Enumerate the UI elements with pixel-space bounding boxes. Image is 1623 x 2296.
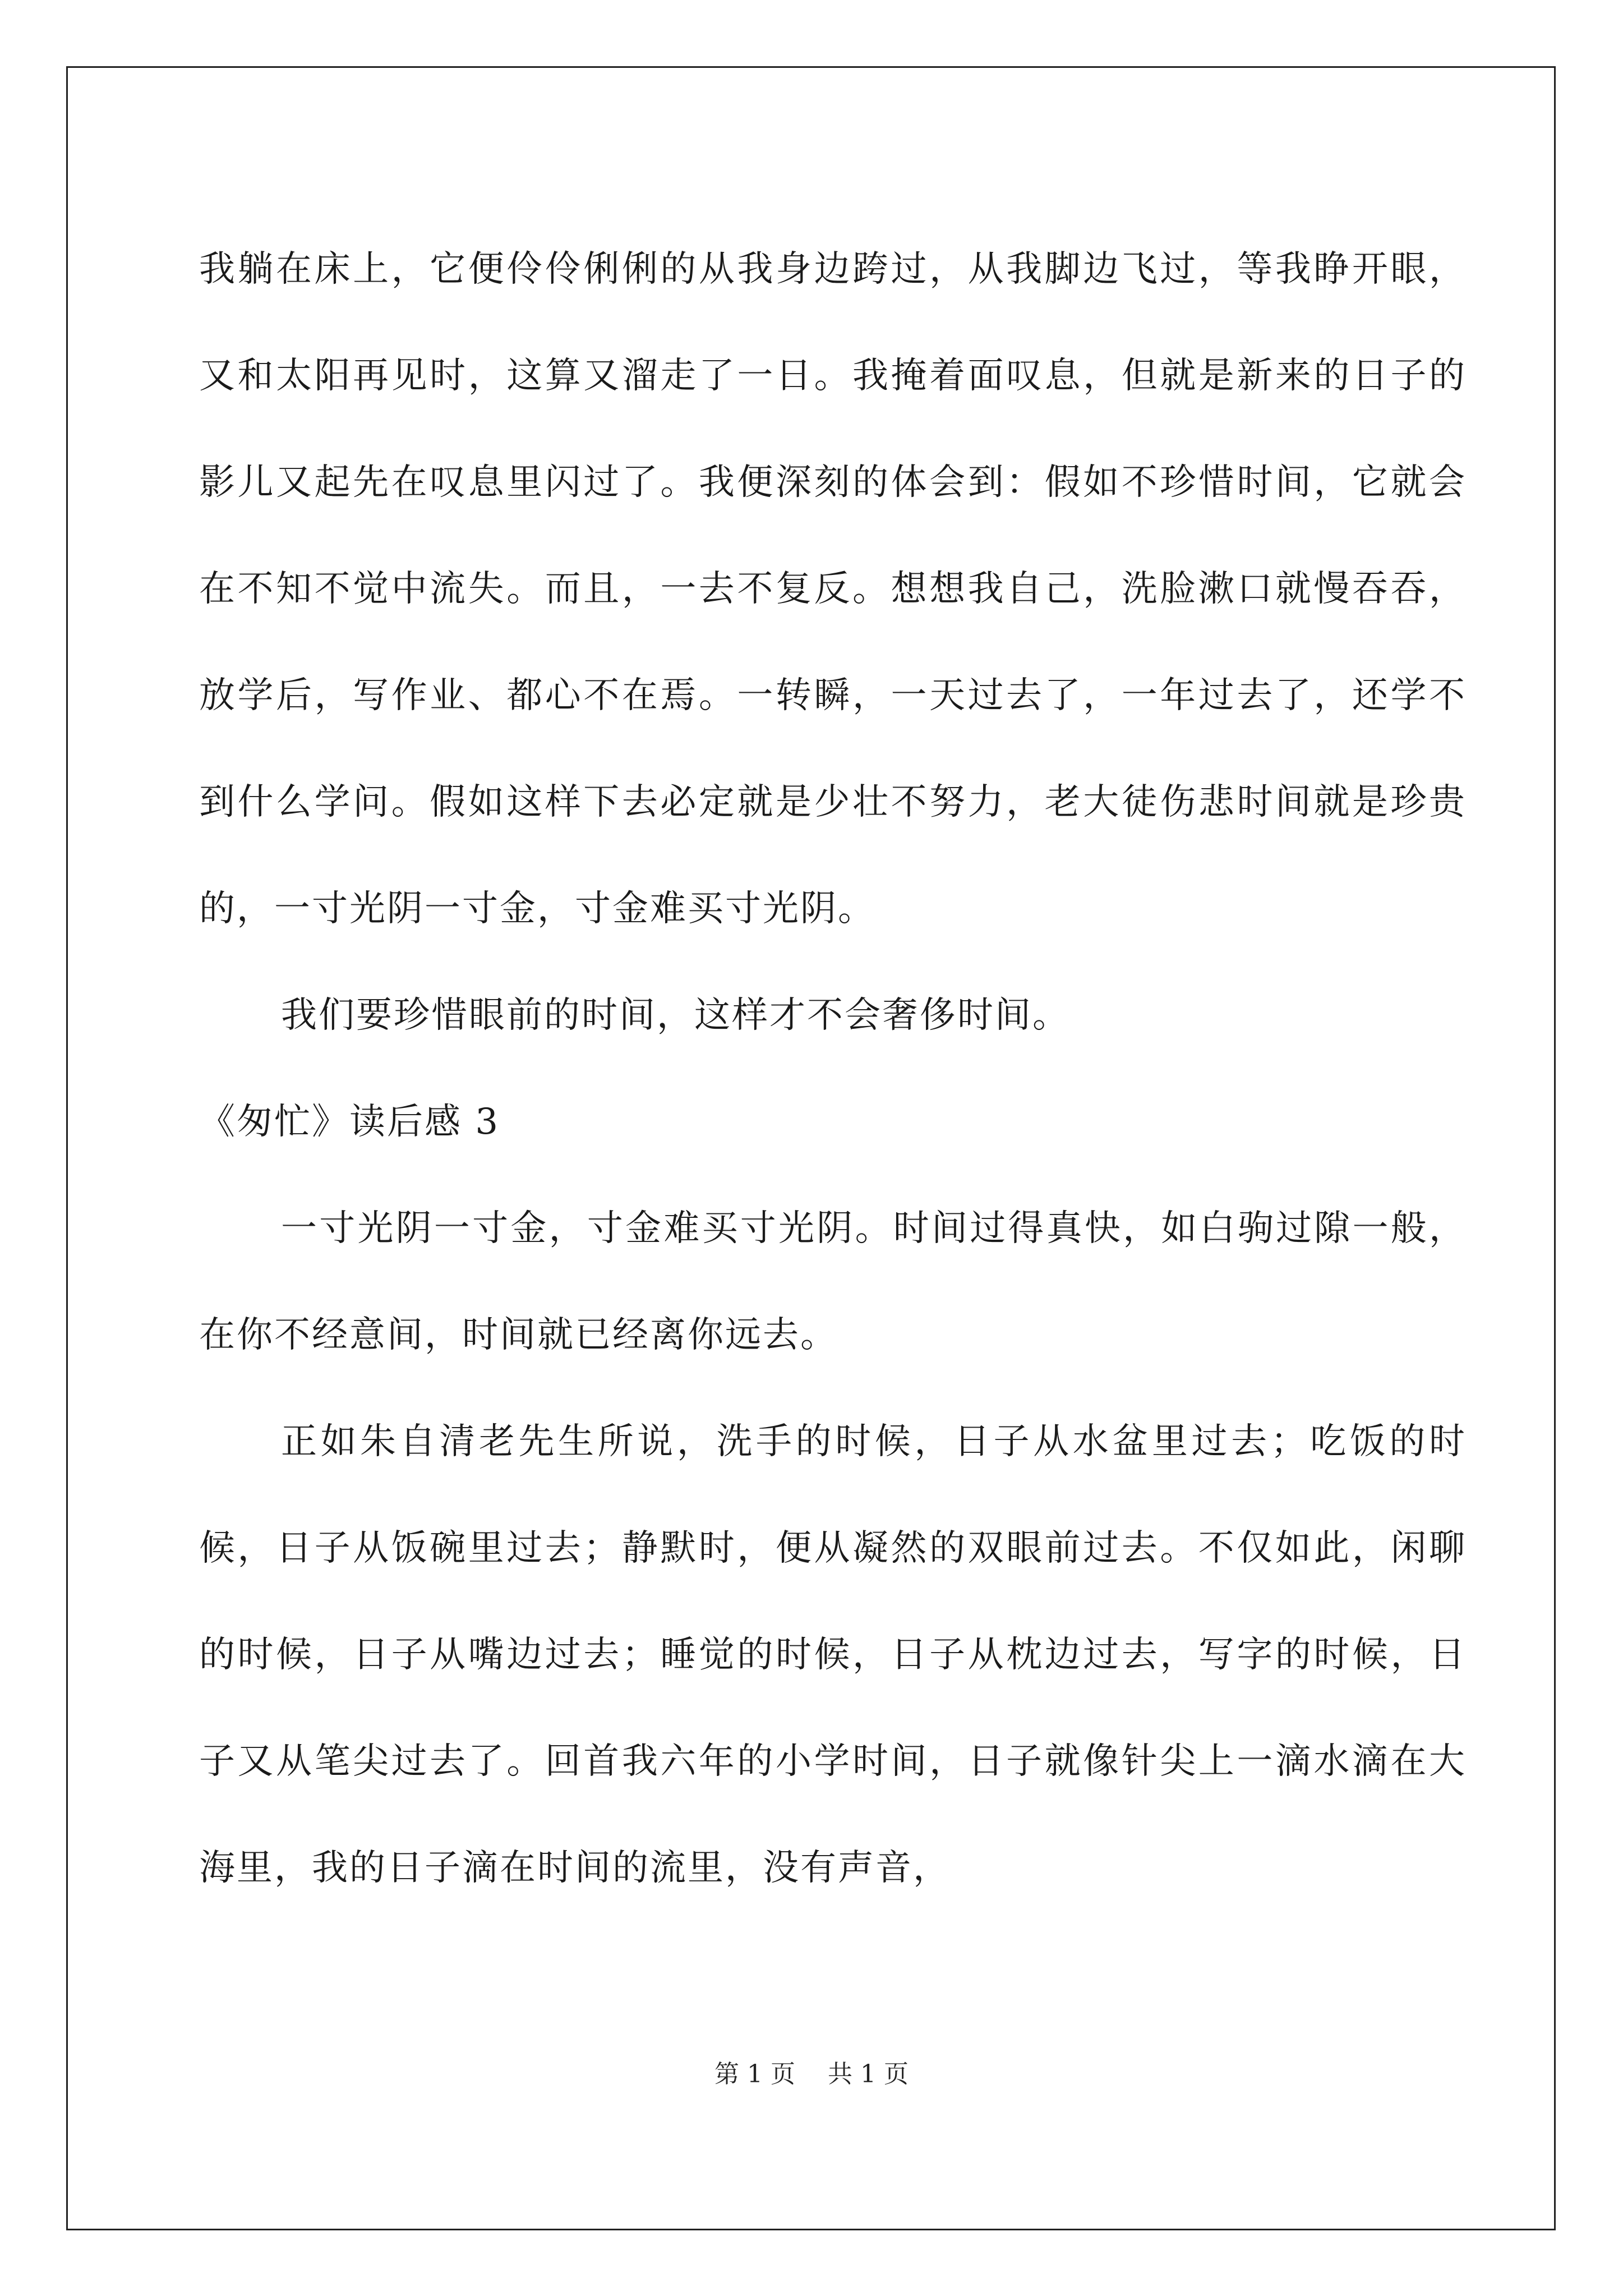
page-total: 共 1 页 (828, 2060, 909, 2088)
page-number: 第 1 页 (714, 2060, 795, 2088)
paragraph: 一寸光阴一寸金，寸金难买寸光阴。时间过得真快，如白驹过隙一般，在你不经意间，时间就已经离你远去。 (199, 1208, 1467, 1356)
paragraph: 我们要珍惜眼前的时间，这样才不会奢侈时间。 (281, 995, 1070, 1036)
page-footer (0, 2058, 1623, 2091)
paragraph: 我躺在床上，它便伶伶俐俐的从我身边跨过，从我脚边飞过，等我睁开眼，又和太阳再见时，这算又溜走了一日。我掩着面叹息，但就是新来的日子的影儿又起先在叹息里闪过了。我便深刻的体会到：假如不珍惜时间，它就会在不知不觉中流失。而且，一去不复反。想想我自己，洗脸漱口就慢吞吞，放学后，写作业、都心不在焉。一转瞬，一天过去了，一年过去了，还学不到什么学问。假如这样下去必定就是少壮不努力，老大徒伤悲时间就是珍贵的，一寸光阴一寸金，寸金难买寸光阴。 (199, 249, 1467, 930)
paragraph: 正如朱自清老先生所说，洗手的时候，日子从水盆里过去；吃饭的时候，日子从饭碗里过去；静默时，便从凝然的双眼前过去。不仅如此，闲聊的时候，日子从嘴边过去；睡觉的时候，日子从枕边过去，写字的时候，日子又从笔尖过去了。回首我六年的小学时间，日子就像针尖上一滴水滴在大海里，我的日子滴在时间的流里，没有声音， (199, 1421, 1467, 1889)
document-body (199, 216, 1467, 1921)
section-heading: 《匆忙》读后感 3 (199, 1101, 500, 1143)
